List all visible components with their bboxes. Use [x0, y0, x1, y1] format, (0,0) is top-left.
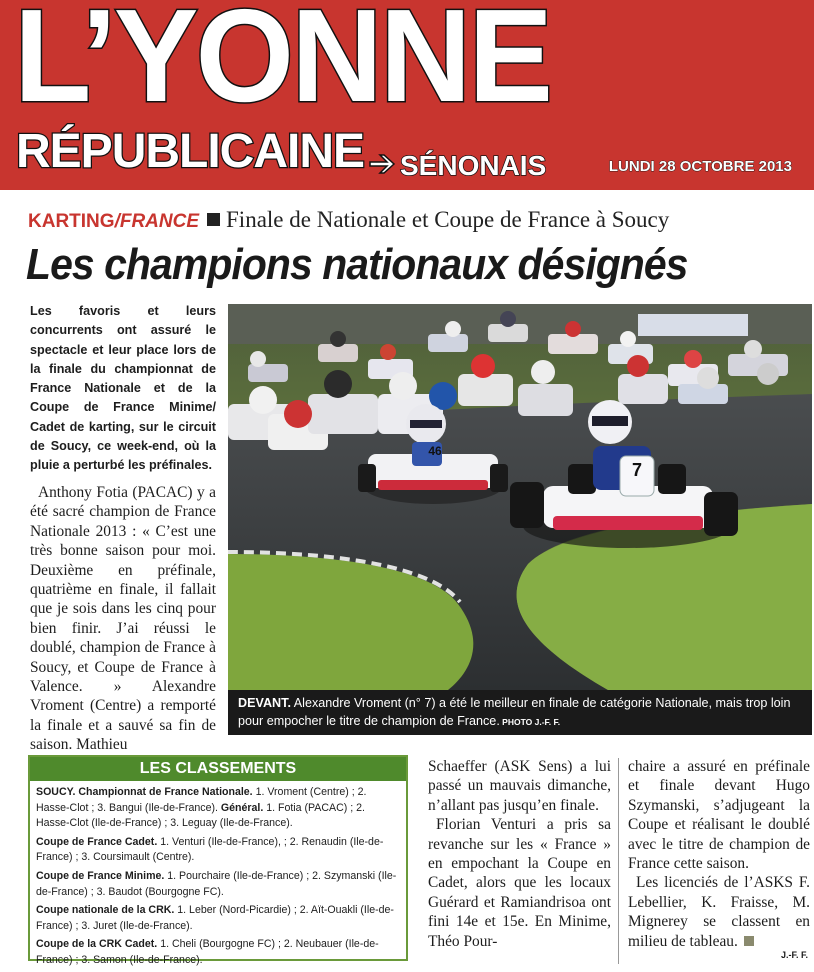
caption-lead: DEVANT. [238, 696, 291, 710]
results-entry [36, 785, 400, 832]
results-entry-text: 1. Vroment (Centre) ; 2. Hasse-Clot ; 3. Bangui (Ile-de-France). [36, 786, 367, 814]
article-paragraph-text: Les licenciés de l’ASKS F. Lebellier, K. Fraisse, M. Mignerey se classent en milieu de tableau. [628, 874, 810, 950]
kicker-place: /FRANCE [114, 211, 200, 232]
results-entry-label: Coupe de France Cadet. [36, 835, 158, 848]
kart-number-second: 46 [428, 444, 442, 458]
caption-text: Alexandre Vroment (n° 7) a été le meilleur en finale de catégorie Nationale, mais trop loin pour empocher le titre de champion de France. [238, 696, 791, 728]
results-entry [36, 937, 400, 968]
article-paragraph [628, 873, 810, 951]
results-list [30, 781, 406, 969]
article-paragraph: Anthony Fotia (PACAC) y a été sacré champion de France Nationale 2013 : « C’est une très bonne saison pour moi. Deuxième en préfinale, quatrième en finale, il fallait que je sois dans les cinq pour bien finir. J’ai réussi le doublé, champion de France à Soucy, et Coupe de France à Valence. » Alexandre Vroment (Centre) a remporté la finale et a sauvé sa fin de saison. Mathieu [30, 484, 216, 754]
results-entry-label: Coupe de France Minime. [36, 869, 165, 882]
issue-date: LUNDI 28 OCTOBRE 2013 [608, 158, 792, 175]
article-headline: Les champions nationaux désignés [26, 240, 688, 289]
article-paragraph: Schaeffer (ASK Sens) a lui passé un mauvais dimanche, n’allant pas jusqu’en finale. [428, 758, 611, 814]
results-entry-label: Coupe nationale de la CRK. [36, 904, 175, 917]
kart-number-front: 7 [631, 460, 643, 480]
article-column-4 [628, 757, 810, 951]
results-entry [36, 903, 400, 934]
article-column-3 [428, 757, 611, 951]
results-entry-label: SOUCY. Championnat de France Nationale. [36, 786, 253, 798]
kicker-event: Finale de Nationale et Coupe de France à Soucy [226, 207, 670, 232]
article-paragraph: Florian Venturi a pris sa revanche sur les « France » en empochant la Coupe en Cadet, alors que les locaux Guérard et Ramiandrisoa ont fini 14e et 15e. En Minime, Théo Pour- [428, 816, 611, 950]
results-entry-label: Général. [217, 801, 264, 814]
newspaper-title: L’YONNE [14, 0, 551, 129]
karting-photo [228, 304, 812, 690]
results-box [28, 755, 408, 966]
article-lead: Les favoris et leurs concurrents ont assuré le spectacle et leur place lors de la finale du championnat de France Nationale et de la Coupe de France Minime/ Cadet de karting, sur le circuit de Soucy, ce week-end, où la pluie a perturbé les préfinales. [30, 304, 216, 473]
results-entry-text: 1. Leber (Nord-Picardie) ; 2. Aït-Ouakli (Ile-de-France) ; 3. Juret (Ile-de-France). [36, 904, 394, 932]
column-divider [618, 758, 619, 964]
author-signoff: J.-F. F. [780, 950, 808, 960]
article-paragraph: chaire a assuré en préfinale et finale devant Hugo Szymanski, s’adjugeant la Coupe et réalisant le doublé avec le titre de champion de France cette saison. [628, 758, 810, 873]
kicker-sport: KARTING [28, 211, 115, 232]
edition-name: SÉNONAIS [400, 150, 547, 181]
photo-credit: PHOTO J.-F. F. [499, 717, 561, 727]
arrow-right-icon [368, 152, 396, 176]
results-entry [36, 835, 400, 866]
results-entry-label: Coupe de la CRK Cadet. [36, 938, 158, 951]
newspaper-subtitle: RÉPUBLICAINE [16, 125, 365, 178]
photo-caption [228, 690, 812, 735]
results-entry-text: 1. Venturi (Ile-de-France), ; 2. Renaudin (Ile-de-France) ; 3. Coursimault (Centre). [36, 835, 384, 864]
end-mark-icon [744, 936, 754, 946]
article-kicker [28, 207, 669, 233]
results-entry-text: 1. Pourchaire (Ile-de-France) ; 2. Szymanski (Ile-de-France) ; 3. Baudot (Bourgogne FC). [36, 869, 397, 898]
masthead [0, 0, 814, 190]
article-column-1 [30, 483, 216, 755]
kicker-square-icon [207, 213, 220, 226]
results-entry [36, 869, 400, 900]
results-entry-text: 1. Cheli (Bourgogne FC) ; 2. Neubauer (Ile-de-France) ; 3. Samon (Ile-de-France). [36, 938, 379, 966]
karting-photo-illustration [228, 304, 812, 690]
results-entry-text: 1. Fotia (PACAC) ; 2. Hasse-Clot (Ile-de-France) ; 3. Leguay (Ile-de-France). [36, 801, 365, 830]
results-box-title: LES CLASSEMENTS [30, 757, 406, 781]
